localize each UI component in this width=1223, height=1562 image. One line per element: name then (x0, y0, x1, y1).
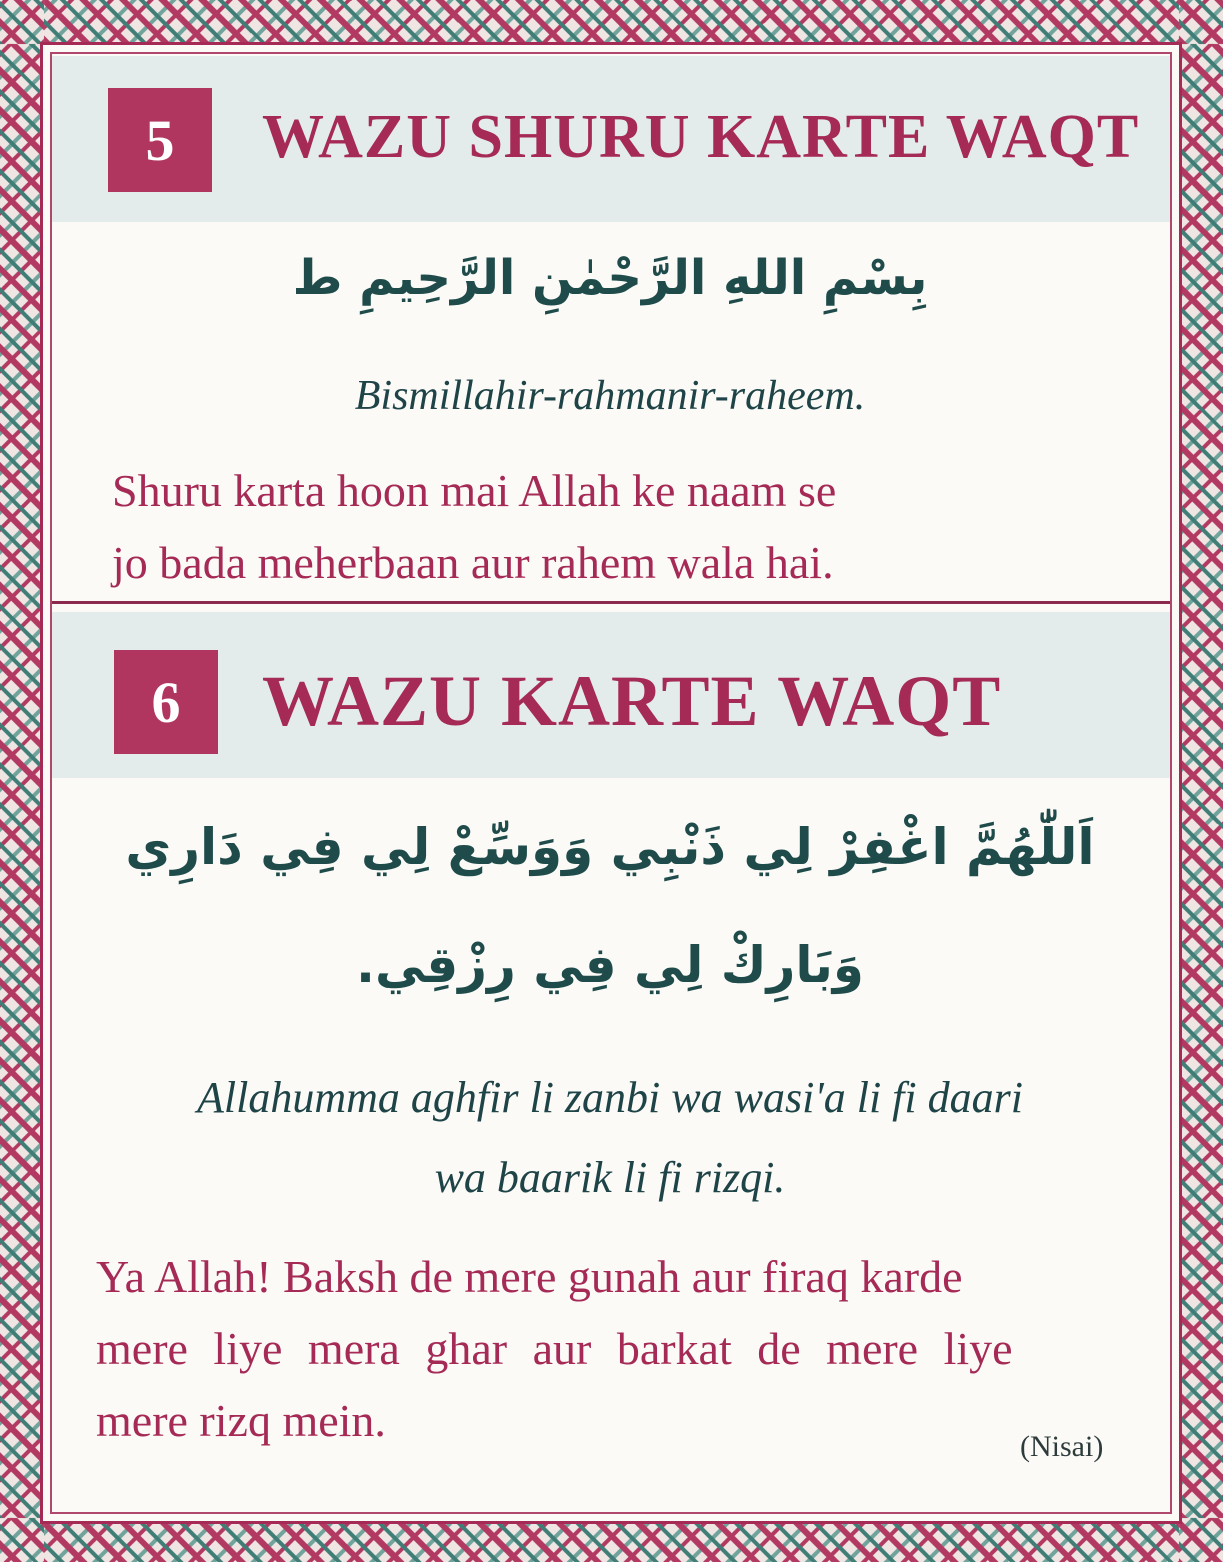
section-6-translation-line-3: mere rizq mein. (96, 1395, 386, 1446)
section-6-translation-line-1: Ya Allah! Baksh de mere gunah aur firaq karde (96, 1251, 963, 1302)
section-5-transliteration: Bismillahir-rahmanir-raheem. (354, 373, 866, 419)
section-5-arabic-text: بِسْمِ اللهِ الرَّحْمٰنِ الرَّحِيمِ ط (292, 250, 928, 306)
section-6-title: WAZU KARTE WAQT (262, 661, 1002, 741)
section-6-number-badge: 6 (114, 650, 218, 754)
section-6-arabic-line-1: اَللّٰهُمَّ اغْفِرْ لِي ذَنْبِي وَوَسِّعْ لِي فِي دَارِي (125, 818, 1095, 876)
section-5-translation-line-2: jo bada meherbaan aur rahem wala hai. (112, 537, 834, 588)
section-6-translation-line-2: mere liye mera ghar aur barkat de mere liye (96, 1323, 1013, 1374)
section-divider (52, 601, 1170, 604)
section-6-arabic-line-2: وَبَارِكْ لِي فِي رِزْقِي. (355, 936, 865, 994)
section-5-number-badge: 5 (108, 88, 212, 192)
section-6-transliteration-line-2: wa baarik li fi rizqi. (434, 1153, 786, 1202)
section-6-transliteration-line-1: Allahumma aghfir li zanbi wa wasi'a li fi daari (197, 1073, 1023, 1122)
section-5-translation-line-1: Shuru karta hoon mai Allah ke naam se (112, 465, 837, 516)
section-5-title: WAZU SHURU KARTE WAQT (262, 103, 1140, 171)
source-reference: (Nisai) (1020, 1430, 1104, 1463)
